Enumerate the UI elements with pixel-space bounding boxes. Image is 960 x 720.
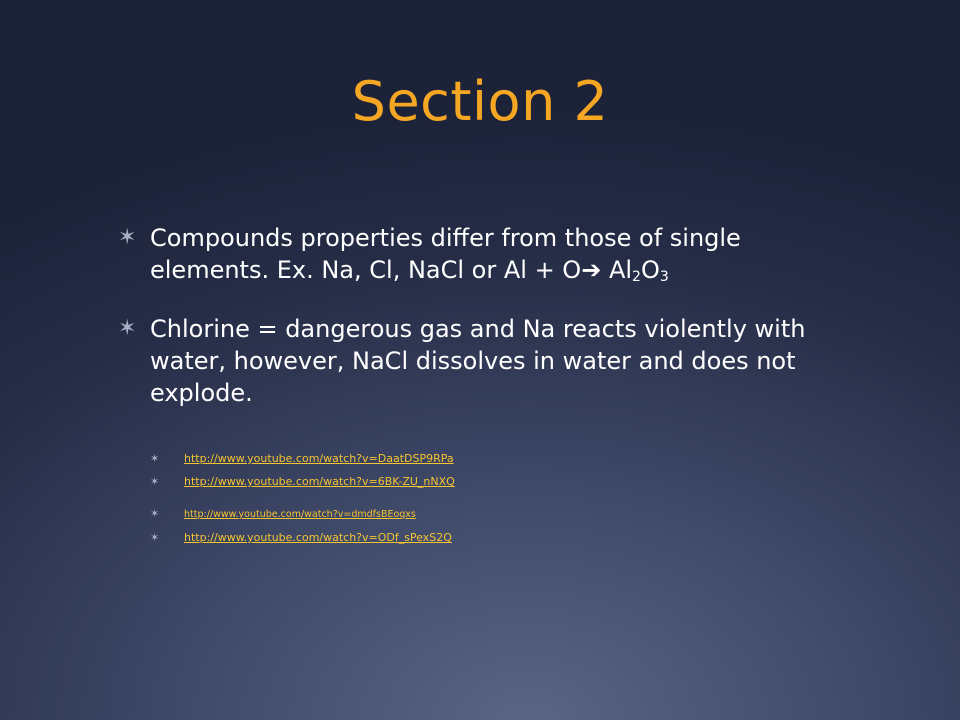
formula-sub-3: 3 bbox=[659, 269, 669, 285]
formula-o: O bbox=[640, 256, 660, 284]
link-item bbox=[150, 452, 750, 466]
slide-title: Section 2 bbox=[351, 70, 609, 133]
bullet-compounds-line1: Compounds properties differ from those of single bbox=[150, 224, 741, 252]
link-item bbox=[150, 507, 750, 522]
star-bullet-icon: ✶ bbox=[118, 225, 137, 250]
arrow-icon: ➔ bbox=[581, 256, 602, 284]
youtube-link-3[interactable]: http://www.youtube.com/watch?v=dmdfsBEoqxs bbox=[184, 509, 416, 520]
link-list bbox=[150, 452, 750, 554]
star-bullet-icon: ✶ bbox=[150, 452, 160, 465]
link-item bbox=[150, 475, 750, 489]
star-bullet-icon: ✶ bbox=[150, 475, 160, 488]
main-bullet-list bbox=[118, 222, 878, 429]
youtube-link-1[interactable]: http://www.youtube.com/watch?v=DaatDSP9RPa bbox=[184, 452, 454, 465]
bullet-compounds bbox=[118, 222, 878, 293]
youtube-link-4[interactable]: http://www.youtube.com/watch?v=ODf_sPexS2Q bbox=[184, 531, 452, 544]
bullet-chlorine-text: Chlorine = dangerous gas and Na reacts violently with water, however, NaCl dissolves in water and does not explode. bbox=[150, 315, 806, 407]
star-bullet-icon: ✶ bbox=[118, 316, 137, 341]
formula-sub-2: 2 bbox=[632, 269, 641, 285]
youtube-link-2[interactable]: http://www.youtube.com/watch?v=6BK-ZU_nNXQ bbox=[184, 475, 455, 488]
formula-al: Al bbox=[608, 256, 633, 284]
bullet-chlorine bbox=[118, 313, 878, 409]
star-bullet-icon: ✶ bbox=[150, 507, 160, 520]
bullet-compounds-line2: elements. Ex. Na, Cl, NaCl or Al + O bbox=[150, 256, 582, 284]
link-item bbox=[150, 531, 750, 545]
star-bullet-icon: ✶ bbox=[150, 531, 160, 544]
